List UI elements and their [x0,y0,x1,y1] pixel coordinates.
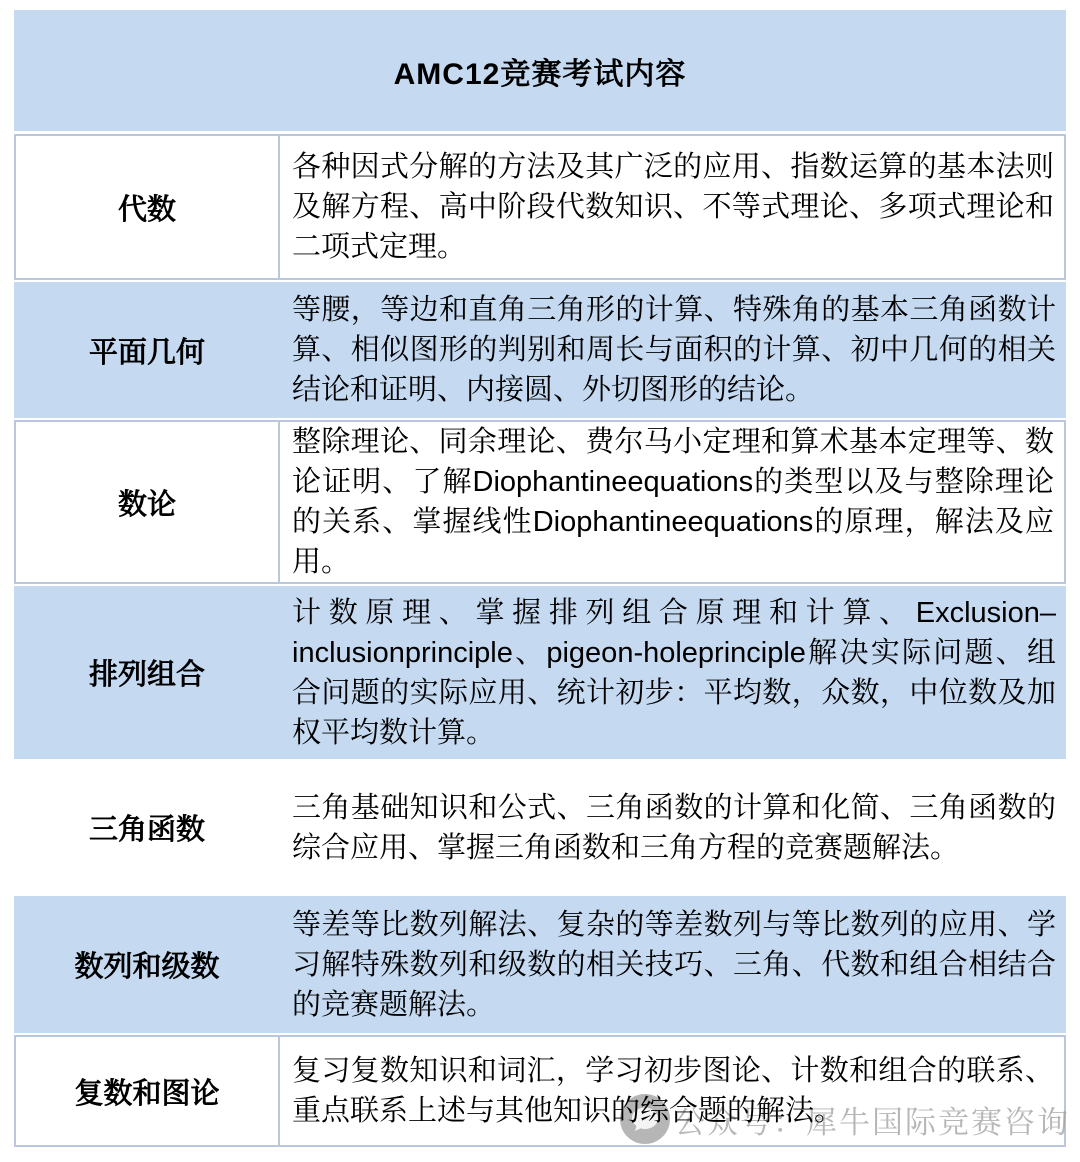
table-row-combinatorics [14,586,1066,759]
row-label: 三角函数 [88,814,205,846]
row-label-cell [14,759,280,896]
row-label-cell [14,896,280,1033]
table-row-algebra [14,134,1066,280]
watermark-text: 公众号：犀牛国际竞赛咨询 [674,1104,1070,1140]
row-label-cell [16,136,280,278]
row-label: 数论 [117,488,176,521]
row-label: 数列和级数 [74,951,220,983]
row-label: 复数和图论 [74,1077,220,1110]
row-label: 排列组合 [88,659,205,691]
row-content-cell [280,282,1066,418]
row-content: 整除理论、同余理论、费尔马小定理和算术基本定理等、数论证明、了解Diophantineequations的类型以及与整除理论的关系、掌握线性Diophantineequations的原理，解法及应用。 [292,426,1054,578]
table-row-trigonometry [14,759,1066,896]
row-label-cell [14,282,280,418]
table-row-complex-graph-theory [14,1035,1066,1147]
row-content: 各种因式分解的方法及其广泛的应用、指数运算的基本法则及解方程、高中阶段代数知识、不等式理论、多项式理论和二项式定理。 [292,151,1054,263]
table-row-sequences-series [14,896,1066,1033]
row-content: 计数原理、掌握排列组合原理和计算、Exclusion–inclusionprinciple、pigeon-holeprinciple解决实际问题、组合问题的实际应用、统计初步：平均数，众数，中位数及加权平均数计算。 [292,596,1056,749]
amc12-content-table [14,10,1066,1147]
row-content-cell [280,896,1066,1033]
row-content-cell [280,422,1064,582]
row-content: 等差等比数列解法、复杂的等差数列与等比数列的应用、学习解特殊数列和级数的相关技巧、三角、代数和组合相结合的竞赛题解法。 [292,908,1056,1021]
table-header-row [14,10,1066,131]
row-content-cell [280,586,1066,759]
row-label-cell [16,1037,280,1145]
row-label: 代数 [117,193,176,226]
row-label: 平面几何 [88,336,205,369]
row-content: 复习复数知识和词汇，学习初步图论、计数和组合的联系、重点联系上述与其他知识的综合题的解法。 [292,1055,1054,1127]
table-row-number-theory [14,420,1066,584]
row-label-cell [16,422,280,582]
row-content-cell [280,759,1066,896]
row-content: 三角基础知识和公式、三角函数的计算和化简、三角函数的综合应用、掌握三角函数和三角方程的竞赛题解法。 [292,791,1056,864]
table-row-plane-geometry [14,282,1066,418]
row-label-cell [14,586,280,759]
row-content-cell [280,1037,1064,1145]
row-content: 等腰，等边和直角三角形的计算、特殊角的基本三角函数计算、相似图形的判别和周长与面积的计算、初中几何的相关结论和证明、内接圆、外切图形的结论。 [292,294,1056,406]
row-content-cell [280,136,1064,278]
table-title: AMC12竞赛考试内容 [393,57,687,91]
